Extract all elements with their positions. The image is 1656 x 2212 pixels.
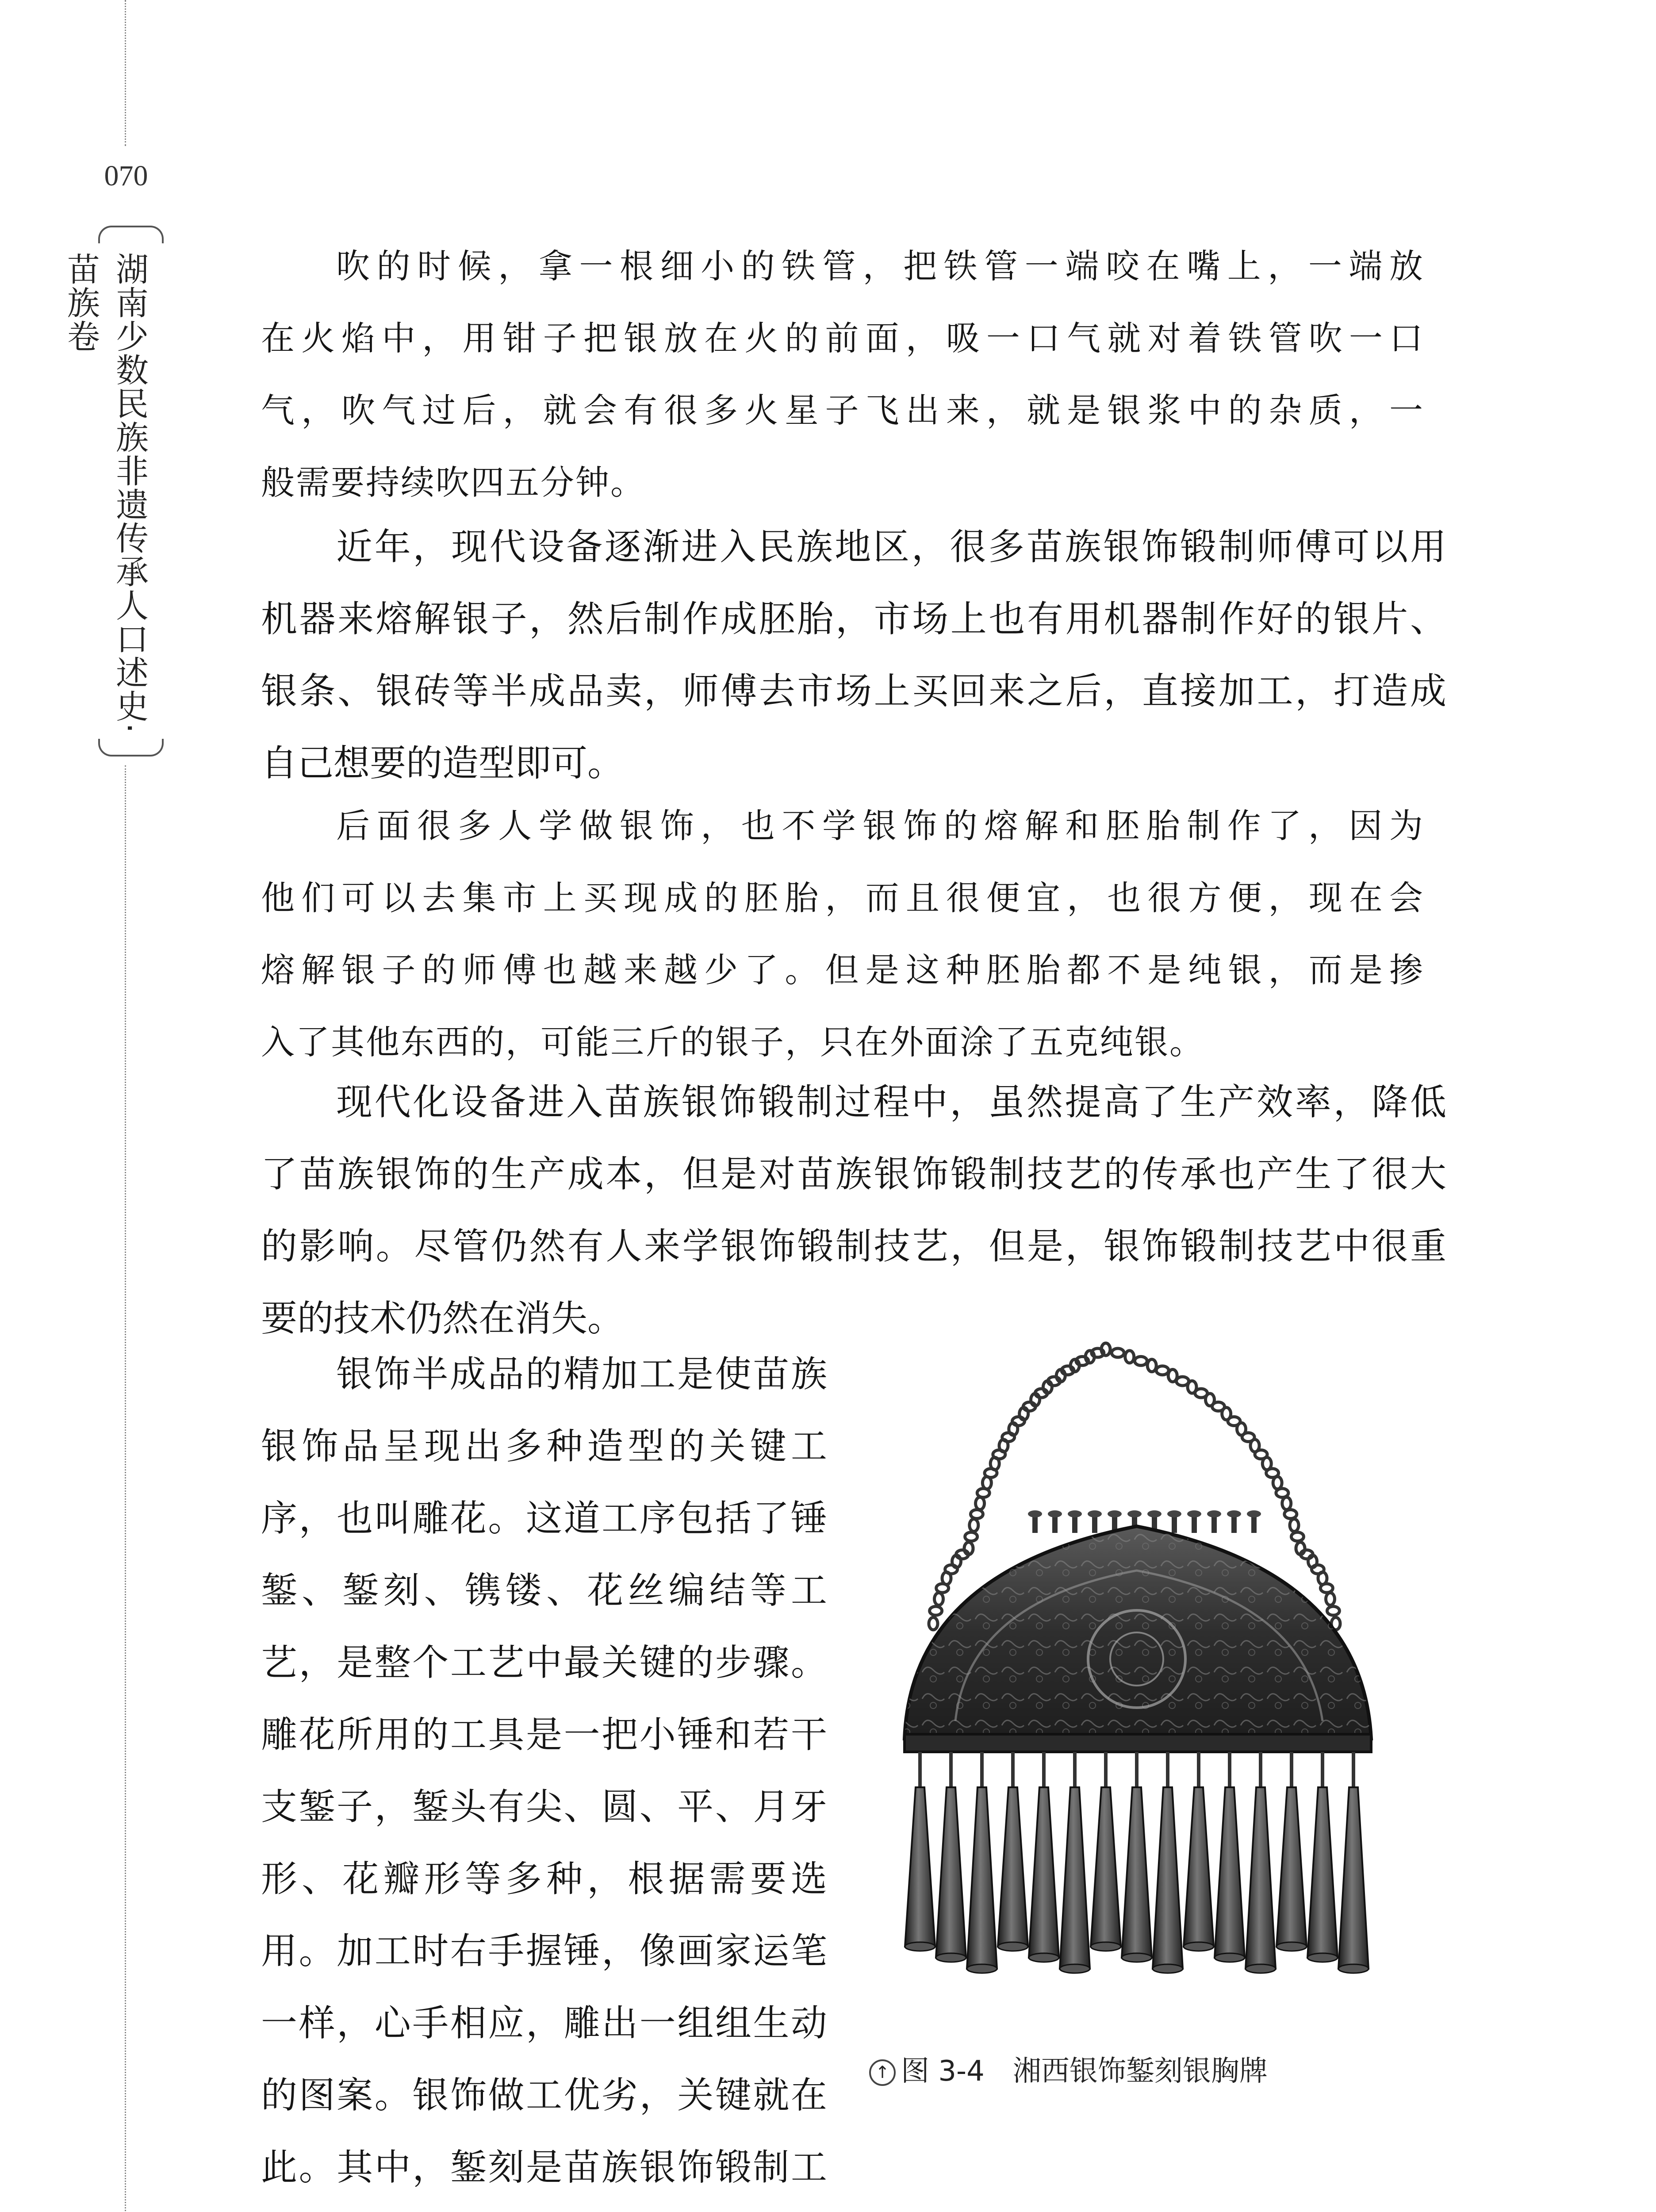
chain-link <box>1284 1510 1297 1519</box>
chain-link <box>965 1532 978 1541</box>
rim-stud-head <box>1068 1510 1082 1517</box>
paragraph-line: 自己想要的造型即可。 <box>261 742 624 784</box>
figure-caption <box>869 2048 1488 2089</box>
paragraph-line: 的图案。银饰做工优劣，关键就在 <box>261 2074 827 2116</box>
paragraph-line: 一样，心手相应，雕出一组组生动 <box>261 2002 827 2044</box>
paragraph-line: 银饰品呈现出多种造型的关键工 <box>261 1425 827 1467</box>
pendant-cone <box>967 1752 997 1973</box>
pendant-cone <box>1122 1752 1152 1962</box>
chain-link <box>936 1584 949 1593</box>
paragraph-line: 近年，现代设备逐渐进入民族地区，很多苗族银饰锻制师傅可以用 <box>336 526 1446 568</box>
chain-link <box>1282 1497 1291 1509</box>
rim-stud <box>1172 1515 1177 1533</box>
chain-link <box>1156 1366 1169 1375</box>
paragraph-line: 用。加工时右手握锤，像画家运笔 <box>261 1930 827 1972</box>
rim-stud-head <box>1088 1510 1102 1517</box>
pendant-cone <box>1307 1752 1338 1962</box>
chain-link <box>1291 1532 1303 1541</box>
rim-stud <box>1251 1515 1257 1533</box>
chain-link <box>970 1510 983 1519</box>
pendant-cone <box>905 1752 935 1951</box>
rim-stud <box>1032 1515 1038 1533</box>
pendant-cones <box>905 1752 1368 1973</box>
arrow-up-circle-icon: ↑ <box>869 2059 896 2086</box>
header-bracket-bottom <box>98 739 164 757</box>
book-title: 湖南少数民族非遗传承人口述史·苗族卷 <box>62 252 149 734</box>
paragraph-line: 此。其中，錾刻是苗族银饰锻制工 <box>261 2147 827 2189</box>
rim-stud-head <box>1028 1510 1042 1517</box>
paragraph-line: 要的技术仍然在消失。 <box>261 1298 624 1340</box>
chain-link <box>976 1497 985 1509</box>
rim-stud-head <box>1247 1510 1261 1517</box>
pendant-cone <box>1215 1752 1245 1962</box>
quote-line: 他们可以去集市上买现成的胚胎，而且很便宜，也很方便，现在会 <box>261 878 1424 918</box>
rim-stud <box>1092 1515 1097 1533</box>
rim-stud-head <box>1108 1510 1122 1517</box>
chain-link <box>929 1617 938 1630</box>
header-bracket-top <box>98 226 164 243</box>
paragraph-line: 现代化设备进入苗族银饰锻制过程中，虽然提高了生产效率，降低 <box>336 1081 1446 1123</box>
rim-stud-head <box>1147 1510 1162 1517</box>
rim-stud-head <box>1167 1510 1181 1517</box>
paragraph-line: 的影响。尽管仍然有人来学银饰锻制技艺，但是，银饰锻制技艺中很重 <box>261 1225 1446 1267</box>
chain-link <box>1320 1584 1333 1593</box>
caption-text: 图 3-4 湘西银饰錾刻银胸牌 <box>901 2055 1268 2088</box>
silver-breastplate-photo <box>867 1340 1420 2035</box>
quote-line: 入了其他东西的，可能三斤的银子，只在外面涂了五克纯银。 <box>261 1022 1204 1062</box>
chain-link <box>1327 1606 1339 1615</box>
pendant-cone <box>1029 1752 1059 1962</box>
paragraph-line: 雕花所用的工具是一把小锤和若干 <box>261 1714 827 1756</box>
rim-stud <box>1052 1515 1058 1533</box>
paragraph-line: 支錾子，錾头有尖、圆、平、月牙 <box>261 1786 827 1828</box>
pendant-cone <box>1246 1752 1276 1973</box>
paragraph-line: 机器来熔解银子，然后制作成胚胎，市场上也有用机器制作好的银片、 <box>261 598 1446 640</box>
chain-link <box>970 1519 978 1532</box>
quote-line: 后面很多人学做银饰，也不学银饰的熔解和胚胎制作了，因为 <box>336 806 1424 845</box>
chain-link <box>930 1606 942 1615</box>
side-rule-top <box>125 0 126 146</box>
rim-stud-head <box>1127 1510 1142 1517</box>
chain-link <box>1290 1519 1299 1532</box>
pendant-cone <box>936 1752 966 1962</box>
paragraph-3 <box>261 1338 827 2204</box>
paragraph-line: 錾、錾刻、镌镂、花丝编结等工 <box>261 1570 827 1612</box>
rim-stud-head <box>1227 1510 1241 1517</box>
quote-line: 般需要持续吹四五分钟。 <box>261 463 645 502</box>
pendant-cone <box>1184 1752 1214 1951</box>
rim-stud-head <box>1207 1510 1221 1517</box>
chain-link <box>1326 1593 1335 1605</box>
quote-line: 气，吹气过后，就会有很多火星子飞出来，就是银浆中的杂质，一 <box>261 391 1424 430</box>
paragraph-2 <box>261 1066 1446 1355</box>
pendant-cone <box>998 1752 1028 1951</box>
pendant-cone <box>1060 1752 1090 1973</box>
paragraph-1 <box>261 511 1446 799</box>
rim-stud <box>1192 1515 1197 1533</box>
rim-stud <box>1231 1515 1237 1533</box>
chain-link <box>1101 1343 1110 1356</box>
rim-stud <box>1211 1515 1217 1533</box>
quote-block-1 <box>261 230 1424 518</box>
paragraph-line: 序，也叫雕花。这道工序包括了锤 <box>261 1498 827 1540</box>
rim-stud-head <box>1187 1510 1201 1517</box>
chain-link <box>1135 1356 1147 1365</box>
quote-line: 在火焰中，用钳子把银放在火的前面，吸一口气就对着铁管吹一口 <box>261 319 1424 358</box>
pendant-cone <box>1091 1752 1121 1951</box>
pendant-cone <box>1338 1752 1368 1973</box>
chain-link <box>1125 1351 1134 1363</box>
side-rule-bottom <box>125 765 126 2212</box>
quote-line: 熔解银子的师傅也越来越少了。但是这种胚胎都不是纯银，而是掺 <box>261 950 1424 990</box>
pendant-cone <box>1153 1752 1183 1973</box>
paragraph-line: 了苗族银饰的生产成本，但是对苗族银饰锻制技艺的传承也产生了很大 <box>261 1153 1446 1195</box>
quote-block-2 <box>261 790 1424 1078</box>
paragraph-line: 艺，是整个工艺中最关键的步骤。 <box>261 1642 827 1684</box>
paragraph-line: 形、花瓣形等多种，根据需要选 <box>261 1858 827 1900</box>
pendant-cone <box>1276 1752 1307 1951</box>
quote-line: 吹的时候，拿一根细小的铁管，把铁管一端咬在嘴上，一端放 <box>336 246 1424 286</box>
paragraph-line: 银条、银砖等半成品卖，师傅去市场上买回来之后，直接加工，打造成 <box>261 670 1446 712</box>
paragraph-line: 银饰半成品的精加工是使苗族 <box>336 1353 827 1395</box>
chain-link <box>1112 1348 1124 1357</box>
chain-link <box>935 1593 943 1605</box>
running-header <box>62 226 163 757</box>
rim-stud-head <box>1048 1510 1062 1517</box>
rim-stud <box>1072 1515 1077 1533</box>
page-number: 070 <box>104 160 148 192</box>
